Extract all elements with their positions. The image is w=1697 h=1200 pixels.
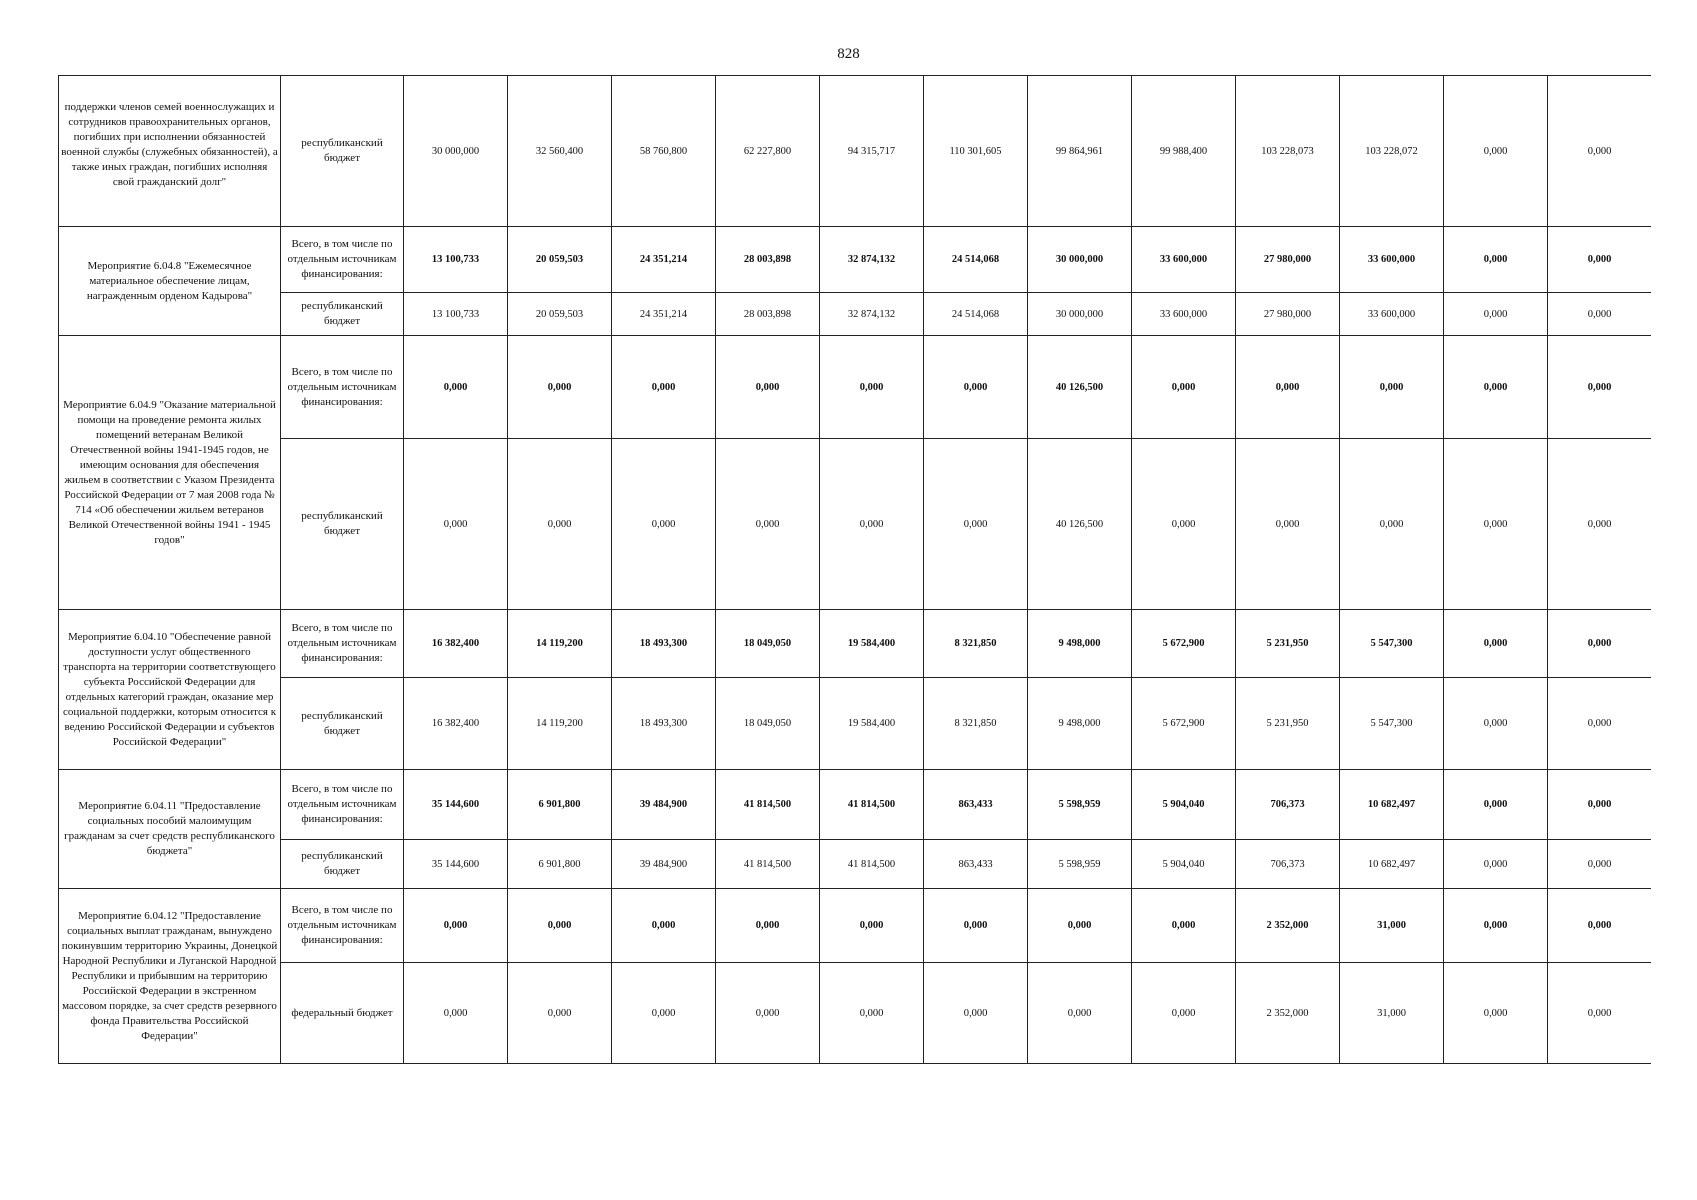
amount-cell: 18 493,300 (612, 678, 716, 770)
amount-cell: 5 547,300 (1340, 610, 1444, 678)
amount-cell: 8 321,850 (924, 610, 1028, 678)
amount-cell: 0,000 (1444, 770, 1548, 840)
amount-cell: 0,000 (1340, 336, 1444, 439)
funding-source: Всего, в том числе по отдельным источникам финансирования: (281, 227, 404, 293)
amount-cell: 0,000 (508, 963, 612, 1064)
amount-cell: 9 498,000 (1028, 610, 1132, 678)
measure-name-cell (59, 227, 281, 336)
amount-cell: 32 874,132 (820, 293, 924, 336)
amount-cell: 0,000 (924, 336, 1028, 439)
amount-cell: 33 600,000 (1340, 227, 1444, 293)
amount-cell: 0,000 (1340, 439, 1444, 610)
table-row-total (59, 336, 1652, 439)
amount-cell: 5 231,950 (1236, 678, 1340, 770)
amount-cell: 0,000 (1548, 610, 1652, 678)
measure-name: Мероприятие 6.04.9 "Оказание материальной помощи на проведение ремонта жилых помещений ветеранам Великой Отечественной войны 1941-1945 годов, не имеющим основания для обеспечения жильем в соответствии с Указом Президента Российской Федерации от 7 мая 2008 года № 714 «Об обеспечении жильем ветеранов Великой Отечественной войны 1941 - 1945 годов" (63, 398, 276, 546)
amount-cell: 0,000 (612, 336, 716, 439)
amount-cell: 0,000 (1444, 610, 1548, 678)
amount-cell: 0,000 (1444, 336, 1548, 439)
amount-cell: 0,000 (1548, 336, 1652, 439)
funding-source: Всего, в том числе по отдельным источникам финансирования: (281, 336, 404, 439)
amount-cell: 0,000 (1548, 76, 1652, 227)
amount-cell: 32 560,400 (508, 76, 612, 227)
measure-name-cell (59, 889, 281, 1064)
amount-cell: 0,000 (1548, 439, 1652, 610)
amount-cell: 30 000,000 (1028, 227, 1132, 293)
table-row-source (59, 76, 1652, 227)
amount-cell: 110 301,605 (924, 76, 1028, 227)
amount-cell: 18 493,300 (612, 610, 716, 678)
amount-cell: 5 672,900 (1132, 610, 1236, 678)
amount-cell: 6 901,800 (508, 840, 612, 889)
amount-cell: 28 003,898 (716, 293, 820, 336)
amount-cell: 5 231,950 (1236, 610, 1340, 678)
amount-cell: 35 144,600 (404, 840, 508, 889)
amount-cell: 19 584,400 (820, 678, 924, 770)
amount-cell: 62 227,800 (716, 76, 820, 227)
amount-cell: 16 382,400 (404, 678, 508, 770)
measure-name-cell (59, 76, 281, 227)
amount-cell: 0,000 (716, 439, 820, 610)
funding-source: федеральный бюджет (281, 963, 404, 1064)
funding-source: республиканский бюджет (281, 840, 404, 889)
amount-cell: 0,000 (924, 963, 1028, 1064)
amount-cell: 39 484,900 (612, 770, 716, 840)
table-body (59, 76, 1652, 1064)
amount-cell: 0,000 (612, 889, 716, 963)
amount-cell: 18 049,050 (716, 678, 820, 770)
amount-cell: 103 228,073 (1236, 76, 1340, 227)
amount-cell: 32 874,132 (820, 227, 924, 293)
amount-cell: 0,000 (1548, 293, 1652, 336)
amount-cell: 0,000 (1132, 336, 1236, 439)
amount-cell: 0,000 (1132, 963, 1236, 1064)
table-row-source (59, 439, 1652, 610)
amount-cell: 40 126,500 (1028, 439, 1132, 610)
amount-cell: 28 003,898 (716, 227, 820, 293)
amount-cell: 99 864,961 (1028, 76, 1132, 227)
amount-cell: 33 600,000 (1340, 293, 1444, 336)
amount-cell: 2 352,000 (1236, 889, 1340, 963)
measure-name: поддержки членов семей военнослужащих и сотрудников правоохранительных органов, погибших при исполнении обязанностей военной службы (служебных обязанностей), а также иных граждан, погибших исполняя свой гражданский долг" (61, 101, 278, 188)
page-number: 828 (837, 46, 860, 62)
amount-cell: 0,000 (716, 336, 820, 439)
amount-cell: 0,000 (1548, 227, 1652, 293)
amount-cell: 0,000 (716, 963, 820, 1064)
amount-cell: 31,000 (1340, 889, 1444, 963)
amount-cell: 13 100,733 (404, 227, 508, 293)
funding-source: республиканский бюджет (281, 678, 404, 770)
measure-name: Мероприятие 6.04.11 "Предоставление социальных пособий малоимущим гражданам за счет средств республиканского бюджета" (64, 800, 275, 857)
amount-cell: 5 598,959 (1028, 840, 1132, 889)
budget-table-container (58, 75, 1651, 1076)
amount-cell: 14 119,200 (508, 610, 612, 678)
amount-cell: 30 000,000 (404, 76, 508, 227)
amount-cell: 41 814,500 (820, 840, 924, 889)
amount-cell: 0,000 (1028, 963, 1132, 1064)
amount-cell: 0,000 (404, 963, 508, 1064)
amount-cell: 103 228,072 (1340, 76, 1444, 227)
amount-cell: 0,000 (1028, 889, 1132, 963)
amount-cell: 19 584,400 (820, 610, 924, 678)
amount-cell: 0,000 (1236, 439, 1340, 610)
amount-cell: 33 600,000 (1132, 227, 1236, 293)
amount-cell: 0,000 (1548, 840, 1652, 889)
table-row-total (59, 227, 1652, 293)
amount-cell: 2 352,000 (1236, 963, 1340, 1064)
measure-name-cell (59, 770, 281, 889)
amount-cell: 35 144,600 (404, 770, 508, 840)
amount-cell: 5 672,900 (1132, 678, 1236, 770)
table-row-total (59, 889, 1652, 963)
measure-name: Мероприятие 6.04.12 "Предоставление социальных выплат гражданам, вынуждено покинувшим территорию Украины, Донецкой Народной Республики и Луганской Народной Республики и прибывшим на территорию Российской Федерации в экстренном массовом порядке, за счет средств резервного фонда Правительства Российской Федерации" (61, 909, 278, 1042)
amount-cell: 706,373 (1236, 770, 1340, 840)
amount-cell: 0,000 (1444, 963, 1548, 1064)
amount-cell: 24 351,214 (612, 293, 716, 336)
funding-source: Всего, в том числе по отдельным источникам финансирования: (281, 770, 404, 840)
amount-cell: 40 126,500 (1028, 336, 1132, 439)
table-row-source (59, 840, 1652, 889)
amount-cell: 0,000 (924, 439, 1028, 610)
amount-cell: 13 100,733 (404, 293, 508, 336)
amount-cell: 0,000 (924, 889, 1028, 963)
measure-name-cell (59, 336, 281, 610)
amount-cell: 14 119,200 (508, 678, 612, 770)
amount-cell: 99 988,400 (1132, 76, 1236, 227)
amount-cell: 27 980,000 (1236, 227, 1340, 293)
amount-cell: 5 547,300 (1340, 678, 1444, 770)
amount-cell: 30 000,000 (1028, 293, 1132, 336)
amount-cell: 0,000 (612, 963, 716, 1064)
funding-source: Всего, в том числе по отдельным источникам финансирования: (281, 889, 404, 963)
amount-cell: 94 315,717 (820, 76, 924, 227)
amount-cell: 706,373 (1236, 840, 1340, 889)
amount-cell: 0,000 (820, 889, 924, 963)
amount-cell: 20 059,503 (508, 227, 612, 293)
amount-cell: 0,000 (820, 439, 924, 610)
amount-cell: 33 600,000 (1132, 293, 1236, 336)
table-row-total (59, 610, 1652, 678)
amount-cell: 31,000 (1340, 963, 1444, 1064)
amount-cell: 10 682,497 (1340, 770, 1444, 840)
amount-cell: 24 514,068 (924, 293, 1028, 336)
amount-cell: 0,000 (508, 336, 612, 439)
amount-cell: 0,000 (1444, 889, 1548, 963)
funding-source: Всего, в том числе по отдельным источникам финансирования: (281, 610, 404, 678)
table-row-source (59, 678, 1652, 770)
amount-cell: 0,000 (820, 963, 924, 1064)
amount-cell: 0,000 (1548, 770, 1652, 840)
measure-name: Мероприятие 6.04.8 "Ежемесячное материальное обеспечение лицам, награжденным орденом Кадырова" (86, 259, 253, 302)
amount-cell: 27 980,000 (1236, 293, 1340, 336)
amount-cell: 0,000 (404, 439, 508, 610)
amount-cell: 39 484,900 (612, 840, 716, 889)
amount-cell: 0,000 (1444, 293, 1548, 336)
amount-cell: 0,000 (1236, 336, 1340, 439)
amount-cell: 5 904,040 (1132, 770, 1236, 840)
amount-cell: 0,000 (1444, 840, 1548, 889)
amount-cell: 24 514,068 (924, 227, 1028, 293)
amount-cell: 0,000 (508, 889, 612, 963)
amount-cell: 9 498,000 (1028, 678, 1132, 770)
amount-cell: 5 904,040 (1132, 840, 1236, 889)
amount-cell: 24 351,214 (612, 227, 716, 293)
amount-cell: 863,433 (924, 840, 1028, 889)
amount-cell: 0,000 (1444, 76, 1548, 227)
amount-cell: 0,000 (1548, 678, 1652, 770)
funding-source: республиканский бюджет (281, 76, 404, 227)
amount-cell: 0,000 (820, 336, 924, 439)
measure-name-cell (59, 610, 281, 770)
amount-cell: 8 321,850 (924, 678, 1028, 770)
amount-cell: 0,000 (1444, 439, 1548, 610)
measure-name: Мероприятие 6.04.10 "Обеспечение равной доступности услуг общественного транспорта на территории соответствующего субъекта Российской Федерации для отдельных категорий граждан, оказание мер социальной поддержки, которым относится к ведению Российской Федерации и субъектов Российской Федерации" (62, 630, 277, 748)
amount-cell: 58 760,800 (612, 76, 716, 227)
amount-cell: 0,000 (508, 439, 612, 610)
amount-cell: 0,000 (1548, 889, 1652, 963)
amount-cell: 0,000 (1132, 439, 1236, 610)
amount-cell: 0,000 (612, 439, 716, 610)
amount-cell: 0,000 (1444, 227, 1548, 293)
table-row-source (59, 293, 1652, 336)
table-row-source (59, 963, 1652, 1064)
funding-source: республиканский бюджет (281, 293, 404, 336)
funding-source: республиканский бюджет (281, 439, 404, 610)
amount-cell: 20 059,503 (508, 293, 612, 336)
amount-cell: 863,433 (924, 770, 1028, 840)
amount-cell: 0,000 (404, 889, 508, 963)
amount-cell: 16 382,400 (404, 610, 508, 678)
amount-cell: 41 814,500 (716, 770, 820, 840)
amount-cell: 18 049,050 (716, 610, 820, 678)
amount-cell: 6 901,800 (508, 770, 612, 840)
amount-cell: 0,000 (404, 336, 508, 439)
amount-cell: 41 814,500 (820, 770, 924, 840)
amount-cell: 0,000 (1444, 678, 1548, 770)
amount-cell: 0,000 (1548, 963, 1652, 1064)
table-row-total (59, 770, 1652, 840)
budget-table (58, 75, 1651, 1064)
amount-cell: 10 682,497 (1340, 840, 1444, 889)
amount-cell: 0,000 (716, 889, 820, 963)
amount-cell: 41 814,500 (716, 840, 820, 889)
amount-cell: 0,000 (1132, 889, 1236, 963)
amount-cell: 5 598,959 (1028, 770, 1132, 840)
